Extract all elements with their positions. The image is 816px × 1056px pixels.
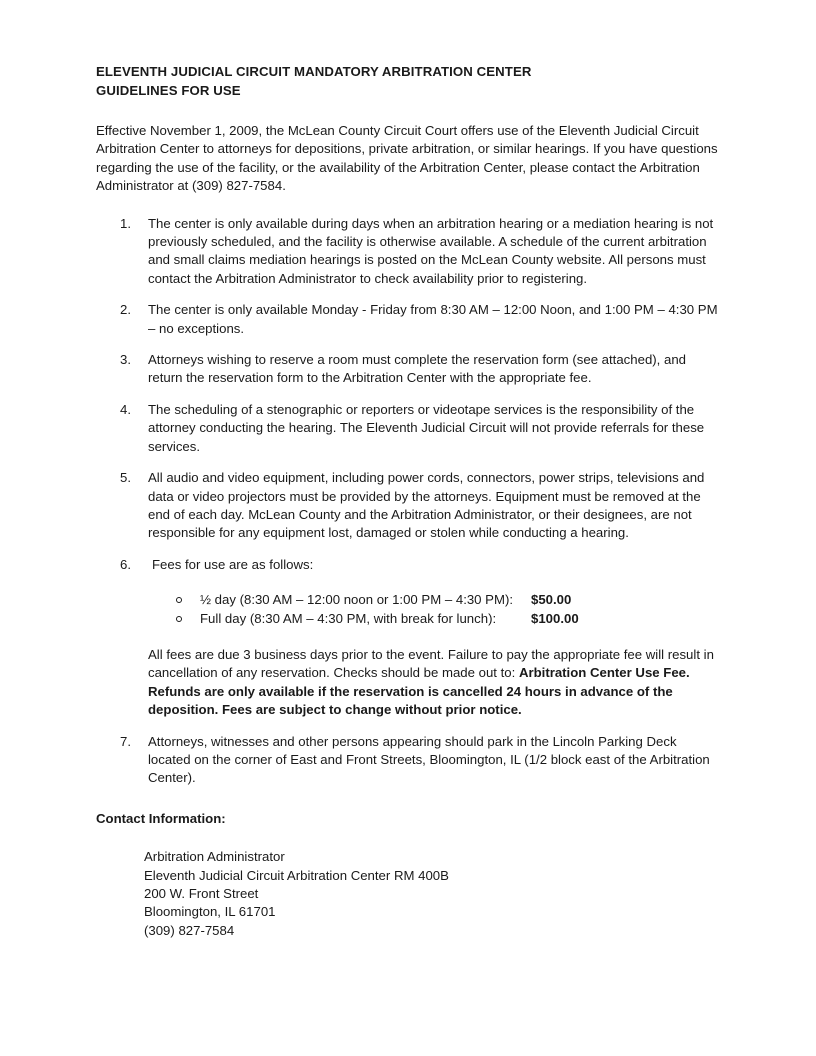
contact-block: [96, 848, 718, 940]
contact-line-phone: (309) 827-7584: [144, 922, 235, 938]
contact-heading: Contact Information:: [96, 810, 226, 826]
guideline-number: 7.: [120, 733, 131, 749]
fee-options-list: [148, 591, 718, 628]
circle-bullet-icon: [176, 597, 182, 603]
contact-line-name: Arbitration Administrator: [144, 849, 285, 865]
guideline-item-7: [96, 733, 718, 788]
guideline-number: 3.: [120, 352, 131, 368]
circle-bullet-icon: [176, 616, 182, 622]
guideline-item-3: [96, 351, 718, 388]
fee-option-label: Full day (8:30 AM – 4:30 PM, with break for lunch):: [200, 610, 497, 626]
guideline-number: 5.: [120, 470, 131, 486]
guideline-number: 2.: [120, 302, 131, 318]
contact-line-street: 200 W. Front Street: [144, 886, 259, 901]
guideline-item-1: [96, 215, 718, 289]
guideline-number: 6.: [120, 556, 131, 572]
guideline-number: 1.: [120, 215, 131, 231]
guideline-item-4: [96, 401, 718, 456]
guideline-text: The center is only available during days when an arbitration hearing or a mediation hearing is not previously scheduled, and the facility is otherwise available. A schedule of the current arbitration and small claims mediation hearings is posted on the McLean County website. All persons must contact the Arbitration Administrator to check availability prior to registering.: [148, 215, 714, 286]
fees-note-bold: Arbitration Center Use Fee. Refunds are only available if the reservation is cancelled 24 hours in advance of the deposition. Fees are subject to change without prior notice.: [148, 665, 690, 718]
guideline-item-5: [96, 469, 718, 543]
page-title: ELEVENTH JUDICIAL CIRCUIT MANDATORY ARBITRATION CENTER: [96, 64, 532, 79]
page-subtitle: GUIDELINES FOR USE: [96, 83, 241, 98]
fees-note: [148, 646, 718, 720]
guideline-text: The center is only available Monday - Friday from 8:30 AM – 12:00 Noon, and 1:00 PM – 4:30 PM – no exceptions.: [148, 302, 718, 336]
guideline-text: Attorneys wishing to reserve a room must complete the reservation form (see attached), and return the reservation form to the Arbitration Center with the appropriate fee.: [148, 352, 687, 386]
contact-line-center: Eleventh Judicial Circuit Arbitration Center RM 400B: [144, 867, 449, 883]
guideline-item-2: [96, 301, 718, 338]
guideline-text: All audio and video equipment, including power cords, connectors, power strips, televisions and data or video projectors must be provided by the attorneys. Equipment must be removed at the end of each day. McLean County and the Arbitration Administrator, or their designees, are not responsible for any equipment lost, damaged or stolen while conducting a hearing.: [148, 470, 705, 541]
guidelines-list: [96, 215, 718, 788]
fee-option-half-day: [176, 591, 718, 609]
fee-option-amount: $100.00: [531, 610, 579, 626]
guideline-text: Fees for use are as follows:: [152, 556, 314, 572]
contact-line-city: Bloomington, IL 61701: [144, 904, 276, 920]
guideline-number: 4.: [120, 401, 131, 417]
fees-note-plain: All fees are due 3 business days prior to the event. Failure to pay the appropriate fee will result in cancellation of any reservation. Checks should be made out to:: [148, 646, 714, 681]
guideline-item-6: [96, 556, 718, 720]
guideline-text: The scheduling of a stenographic or reporters or videotape services is the responsibility of the attorney conducting the hearing. The Eleventh Judicial Circuit will not provide referrals for these services.: [148, 401, 705, 454]
fee-option-label: ½ day (8:30 AM – 12:00 noon or 1:00 PM – 4:30 PM):: [200, 592, 514, 608]
fee-option-amount: $50.00: [531, 592, 572, 608]
intro-paragraph: Effective November 1, 2009, the McLean County Circuit Court offers use of the Eleventh Judicial Circuit Arbitration Center to attorneys for depositions, private arbitration, or similar hearings. If you have questions regarding the use of the facility, or the availability of the Arbitration Center, please contact the Arbitration Administrator at (309) 827-7584.: [96, 123, 718, 194]
guideline-text: Attorneys, witnesses and other persons appearing should park in the Lincoln Parking Deck located on the corner of East and Front Streets, Bloomington, IL (1/2 block east of the Arbitration Center).: [148, 733, 710, 786]
fee-option-full-day: [176, 610, 718, 628]
